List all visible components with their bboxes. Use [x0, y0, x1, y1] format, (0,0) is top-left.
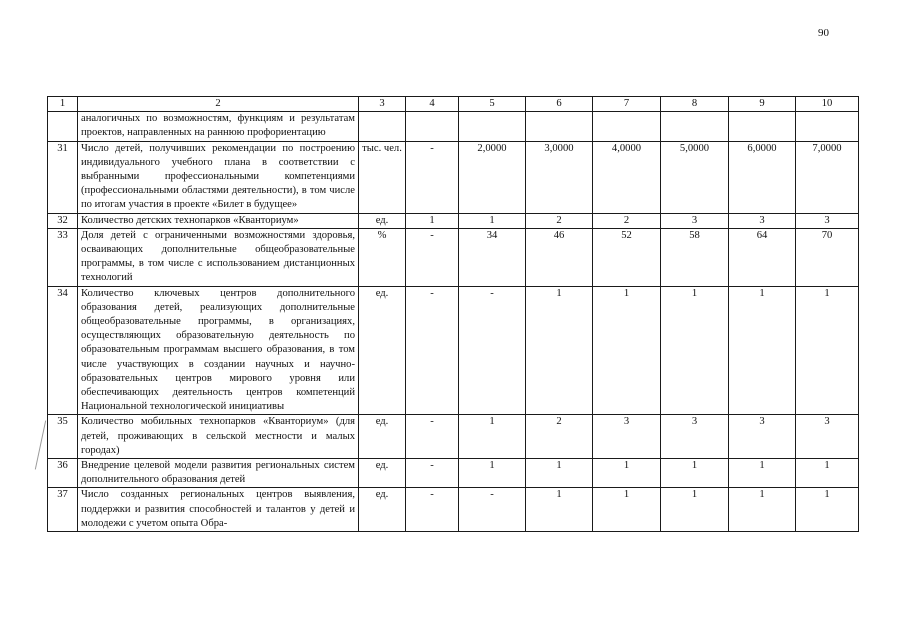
value-cell: 1	[526, 286, 593, 415]
row-number-cell: 32	[48, 213, 78, 228]
table-row	[48, 141, 859, 213]
value-cell: 1	[729, 459, 796, 488]
value-cell: 3	[729, 213, 796, 228]
header-cell: 6	[526, 97, 593, 112]
value-cell	[593, 112, 661, 141]
value-cell	[526, 112, 593, 141]
value-cell: 1	[796, 488, 859, 532]
value-cell: 3	[661, 415, 729, 459]
value-cell: 4,0000	[593, 141, 661, 213]
indicator-name-cell: Количество детских технопарков «Кванториум»	[78, 213, 359, 228]
indicator-name-cell: Внедрение целевой модели развития региональных систем дополнительного образования детей	[78, 459, 359, 488]
unit-cell: %	[359, 228, 406, 286]
row-number-cell: 31	[48, 141, 78, 213]
value-cell: 1	[526, 488, 593, 532]
page-number: 90	[818, 27, 829, 39]
value-cell: 46	[526, 228, 593, 286]
value-cell: 58	[661, 228, 729, 286]
indicator-name-cell: Доля детей с ограниченными возможностями здоровья, осваивающих дополнительные общеобразовательные программы, в том числе с использованием дистанционных технологий	[78, 228, 359, 286]
value-cell: 70	[796, 228, 859, 286]
unit-cell: тыс. чел.	[359, 141, 406, 213]
unit-cell: ед.	[359, 415, 406, 459]
table-header-row	[48, 97, 859, 112]
value-cell: 1	[459, 213, 526, 228]
row-number-cell	[48, 112, 78, 141]
header-cell: 3	[359, 97, 406, 112]
value-cell	[406, 112, 459, 141]
unit-cell: ед.	[359, 286, 406, 415]
value-cell	[459, 112, 526, 141]
value-cell: 3,0000	[526, 141, 593, 213]
table-row	[48, 112, 859, 141]
indicator-name-cell: Количество мобильных технопарков «Кванториум» (для детей, проживающих в сельской местности и малых городах)	[78, 415, 359, 459]
header-cell: 2	[78, 97, 359, 112]
value-cell: 1	[661, 459, 729, 488]
row-number-cell: 36	[48, 459, 78, 488]
value-cell: 2	[526, 213, 593, 228]
table-body	[48, 97, 859, 532]
indicator-name-cell: Число созданных региональных центров выявления, поддержки и развития способностей и талантов у детей и молодежи с учетом опыта Обра-	[78, 488, 359, 532]
value-cell: 3	[796, 213, 859, 228]
value-cell: 64	[729, 228, 796, 286]
value-cell	[661, 112, 729, 141]
row-number-cell: 33	[48, 228, 78, 286]
row-number-cell: 37	[48, 488, 78, 532]
value-cell: 1	[729, 488, 796, 532]
indicator-name-cell: Количество ключевых центров дополнительного образования детей, реализующих дополнительные общеобразовательные программы, в организациях, осуществляющих образовательную деятельность по образовательным программам высшего образования, в том числе участвующих в создании научных и научно-образовательных центров мирового уровня или обеспечивающих деятельность центров компетенций Национальной технологической инициативы	[78, 286, 359, 415]
value-cell: 3	[661, 213, 729, 228]
unit-cell	[359, 112, 406, 141]
value-cell: -	[406, 286, 459, 415]
value-cell: 34	[459, 228, 526, 286]
value-cell: 2	[526, 415, 593, 459]
value-cell: 1	[593, 459, 661, 488]
table-row	[48, 213, 859, 228]
value-cell: 1	[661, 488, 729, 532]
value-cell: 6,0000	[729, 141, 796, 213]
value-cell: 5,0000	[661, 141, 729, 213]
value-cell: 1	[526, 459, 593, 488]
value-cell: 1	[661, 286, 729, 415]
value-cell: 7,0000	[796, 141, 859, 213]
value-cell: 1	[796, 459, 859, 488]
unit-cell: ед.	[359, 488, 406, 532]
indicator-name-cell: Число детей, получивших рекомендации по построению индивидуального учебного плана в соответствии с выбранными профессиональными компетенциями (профессиональными областями деятельности), в том числе по итогам участия в проекте «Билет в будущее»	[78, 141, 359, 213]
table-row	[48, 228, 859, 286]
row-number-cell: 35	[48, 415, 78, 459]
header-cell: 5	[459, 97, 526, 112]
header-cell: 4	[406, 97, 459, 112]
value-cell: 1	[459, 459, 526, 488]
value-cell: 52	[593, 228, 661, 286]
value-cell: -	[406, 228, 459, 286]
value-cell: 2,0000	[459, 141, 526, 213]
table-row	[48, 459, 859, 488]
table-row	[48, 415, 859, 459]
header-cell: 7	[593, 97, 661, 112]
value-cell: 1	[796, 286, 859, 415]
value-cell: 1	[593, 488, 661, 532]
indicator-name-cell: аналогичных по возможностям, функциям и результатам проектов, направленных на раннюю профориентацию	[78, 112, 359, 141]
scan-artifact-line	[35, 420, 46, 469]
value-cell: -	[406, 141, 459, 213]
header-cell: 10	[796, 97, 859, 112]
value-cell: -	[406, 415, 459, 459]
value-cell: 1	[459, 415, 526, 459]
table-row	[48, 488, 859, 532]
value-cell: 2	[593, 213, 661, 228]
header-cell: 9	[729, 97, 796, 112]
unit-cell: ед.	[359, 213, 406, 228]
header-cell: 8	[661, 97, 729, 112]
value-cell: -	[459, 488, 526, 532]
header-cell: 1	[48, 97, 78, 112]
value-cell: -	[459, 286, 526, 415]
value-cell	[796, 112, 859, 141]
value-cell: 1	[406, 213, 459, 228]
unit-cell: ед.	[359, 459, 406, 488]
value-cell: 3	[593, 415, 661, 459]
value-cell: 3	[796, 415, 859, 459]
value-cell: 3	[729, 415, 796, 459]
value-cell: -	[406, 459, 459, 488]
table-row	[48, 286, 859, 415]
value-cell: 1	[593, 286, 661, 415]
row-number-cell: 34	[48, 286, 78, 415]
value-cell: -	[406, 488, 459, 532]
indicators-table	[47, 96, 859, 532]
value-cell	[729, 112, 796, 141]
value-cell: 1	[729, 286, 796, 415]
